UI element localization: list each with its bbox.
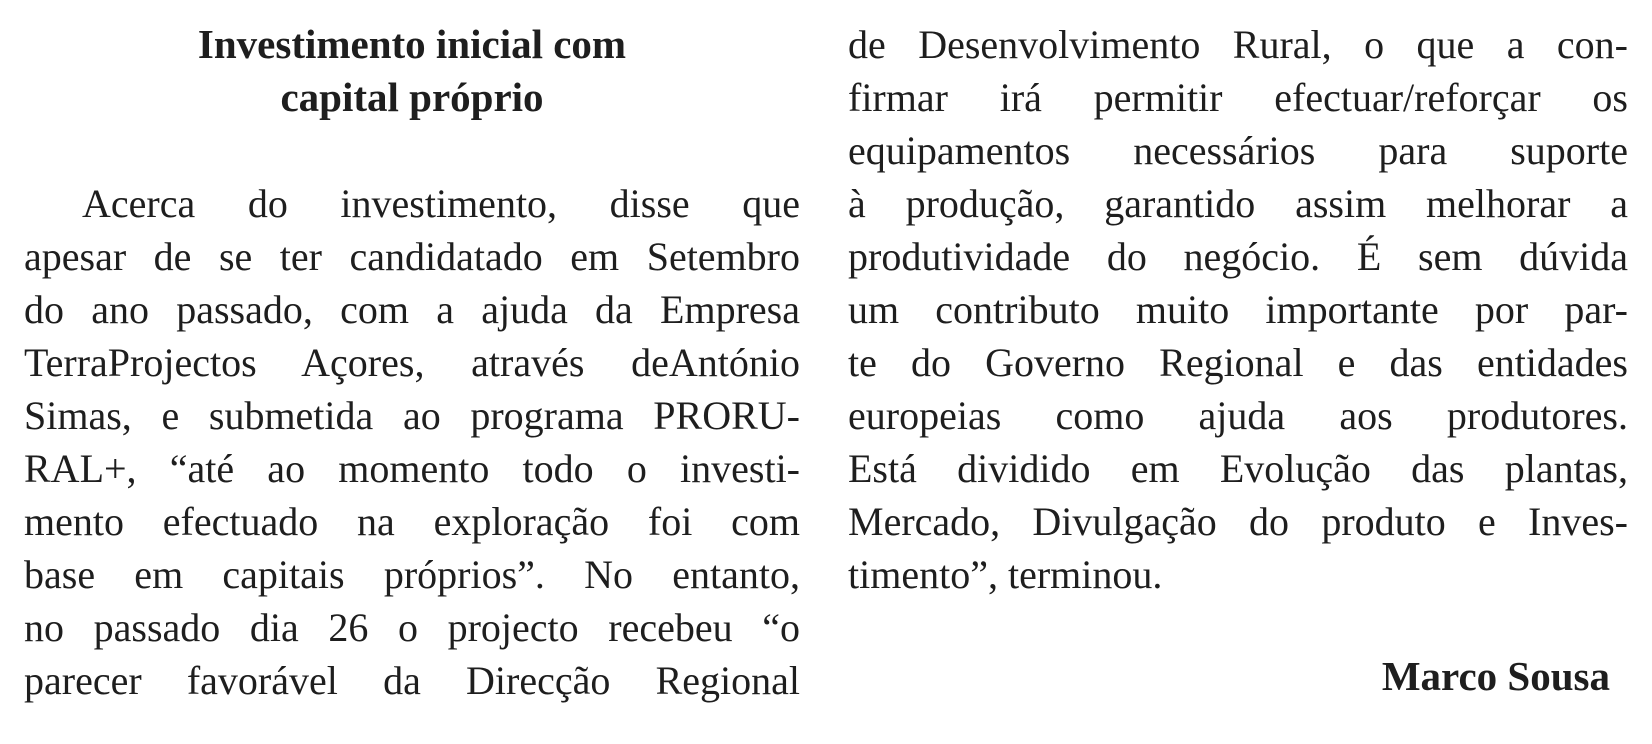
text-line: Simas, e submetida ao programa PRORU- [24,393,800,438]
text-line: produtividade do negócio. É sem dúvida [848,234,1628,279]
paragraph-gap [24,124,800,177]
text-line: base em capitais próprios”. No entanto, [24,552,800,597]
text-line: mento efectuado na exploração foi com [24,499,800,544]
text-line: firmar irá permitir efectuar/reforçar os [848,75,1628,120]
text-line: parecer favorável da Direcção Regional [24,658,800,703]
text-line: Está dividido em Evolução das plantas, [848,446,1628,491]
text-line: do ano passado, com a ajuda da Empresa [24,287,800,332]
text-line: equipamentos necessários para suporte [848,128,1628,173]
text-line: um contributo muito importante por par- [848,287,1628,332]
text-line: europeias como ajuda aos produtores. [848,393,1628,438]
text-line: no passado dia 26 o projecto recebeu “o [24,605,800,650]
text-line: à produção, garantido assim melhorar a [848,181,1628,226]
text-line: Acerca do investimento, disse que [82,181,800,226]
text-line: timento”, terminou. [848,552,1163,597]
left-paragraph [24,177,800,707]
text-line: te do Governo Regional e das entidades [848,340,1628,385]
text-line: TerraProjectos Açores, através deAntónio [24,340,800,385]
text-line: Mercado, Divulgação do produto e Inves- [848,499,1628,544]
section-heading-line-2: capital próprio [280,74,544,120]
left-column [24,18,800,707]
text-line: apesar de se ter candidatado em Setembro [24,234,800,279]
text-line: RAL+, “até ao momento todo o investi- [24,446,800,491]
section-heading-line-1: Investimento inicial com [197,21,627,67]
author-signature: Marco Sousa [1381,653,1610,699]
right-column [848,18,1628,601]
text-line: de Desenvolvimento Rural, o que a con- [848,22,1628,67]
section-heading [24,18,800,124]
right-paragraph [848,18,1628,601]
